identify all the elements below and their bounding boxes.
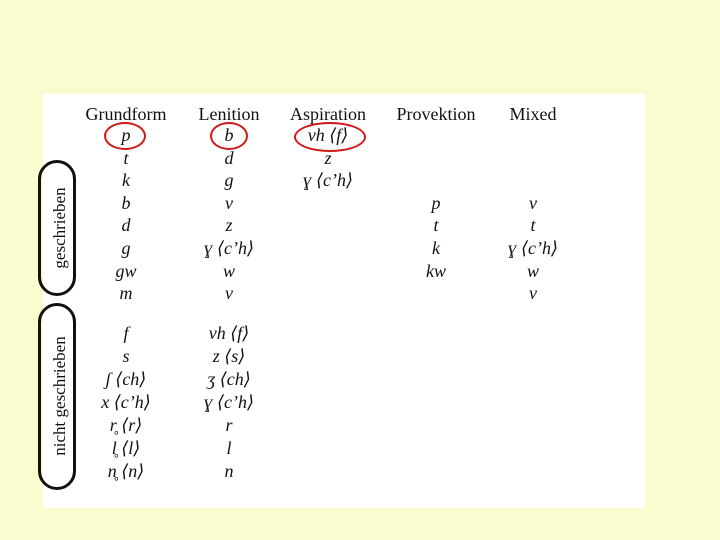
- header-mixed: Mixed: [509, 104, 557, 124]
- cell-mixed: w: [526, 260, 539, 281]
- cell-provektion: p: [431, 192, 441, 213]
- cell-lenition: b: [224, 125, 234, 145]
- cell-mixed: v: [529, 192, 537, 213]
- cell-grundform: l̥ ⟨l⟩: [111, 438, 141, 458]
- cell-grundform: f: [123, 323, 129, 343]
- cell-lenition: n: [224, 461, 234, 481]
- cell-lenition: v: [225, 283, 233, 304]
- cell-grundform: gw: [115, 260, 137, 281]
- cell-lenition: ɣ ⟨c’h⟩: [203, 238, 255, 258]
- cell-lenition: vh ⟨f⟩: [208, 323, 250, 343]
- cell-grundform: s: [122, 346, 130, 366]
- cell-grundform: p: [121, 125, 131, 145]
- cell-lenition: ʒ ⟨ch⟩: [207, 369, 251, 389]
- header-lenition: Lenition: [198, 104, 260, 124]
- cell-aspiration: vh ⟨f⟩: [307, 125, 349, 145]
- header-provektion: Provektion: [396, 104, 476, 124]
- cell-grundform: g: [121, 238, 131, 258]
- cell-grundform: r̥ ⟨r⟩: [109, 415, 143, 435]
- cell-lenition: l: [226, 438, 232, 458]
- cell-lenition: d: [224, 147, 234, 168]
- group-label-geschrieben: geschrieben: [50, 187, 69, 269]
- cell-mixed: ɣ ⟨c’h⟩: [507, 238, 559, 258]
- cell-grundform: k: [122, 170, 130, 191]
- cell-grundform: n̥ ⟨n⟩: [107, 461, 145, 481]
- cell-grundform: ʃ ⟨ch⟩: [105, 369, 147, 389]
- cell-provektion: k: [432, 238, 440, 258]
- cell-grundform: d: [121, 215, 131, 236]
- header-aspiration: Aspiration: [290, 104, 366, 124]
- cell-grundform: t: [123, 147, 129, 168]
- cell-mixed: v: [529, 283, 537, 304]
- cell-grundform: m: [119, 283, 133, 304]
- cell-lenition: w: [222, 260, 235, 281]
- header-grundform: Grundform: [85, 104, 167, 124]
- cell-lenition: v: [225, 192, 233, 213]
- group-label-nicht-geschrieben: nicht geschrieben: [50, 336, 69, 456]
- cell-lenition: r: [225, 415, 233, 435]
- cell-grundform: b: [121, 192, 131, 213]
- highlight-circle-grundform: [104, 122, 146, 150]
- highlight-circle-lenition: [210, 122, 248, 150]
- highlight-circle-aspiration: [294, 122, 366, 152]
- cell-lenition: g: [224, 170, 234, 191]
- cell-aspiration: z: [324, 147, 332, 168]
- cell-lenition: z ⟨s⟩: [212, 346, 246, 366]
- cell-provektion: kw: [426, 260, 446, 281]
- cell-aspiration: ɣ ⟨c’h⟩: [302, 170, 354, 191]
- cell-lenition: z: [225, 215, 233, 236]
- cell-grundform: x ⟨c’h⟩: [101, 392, 151, 412]
- cell-mixed: t: [530, 215, 536, 236]
- cell-lenition: ɣ ⟨c’h⟩: [203, 392, 255, 412]
- cell-provektion: t: [433, 215, 439, 236]
